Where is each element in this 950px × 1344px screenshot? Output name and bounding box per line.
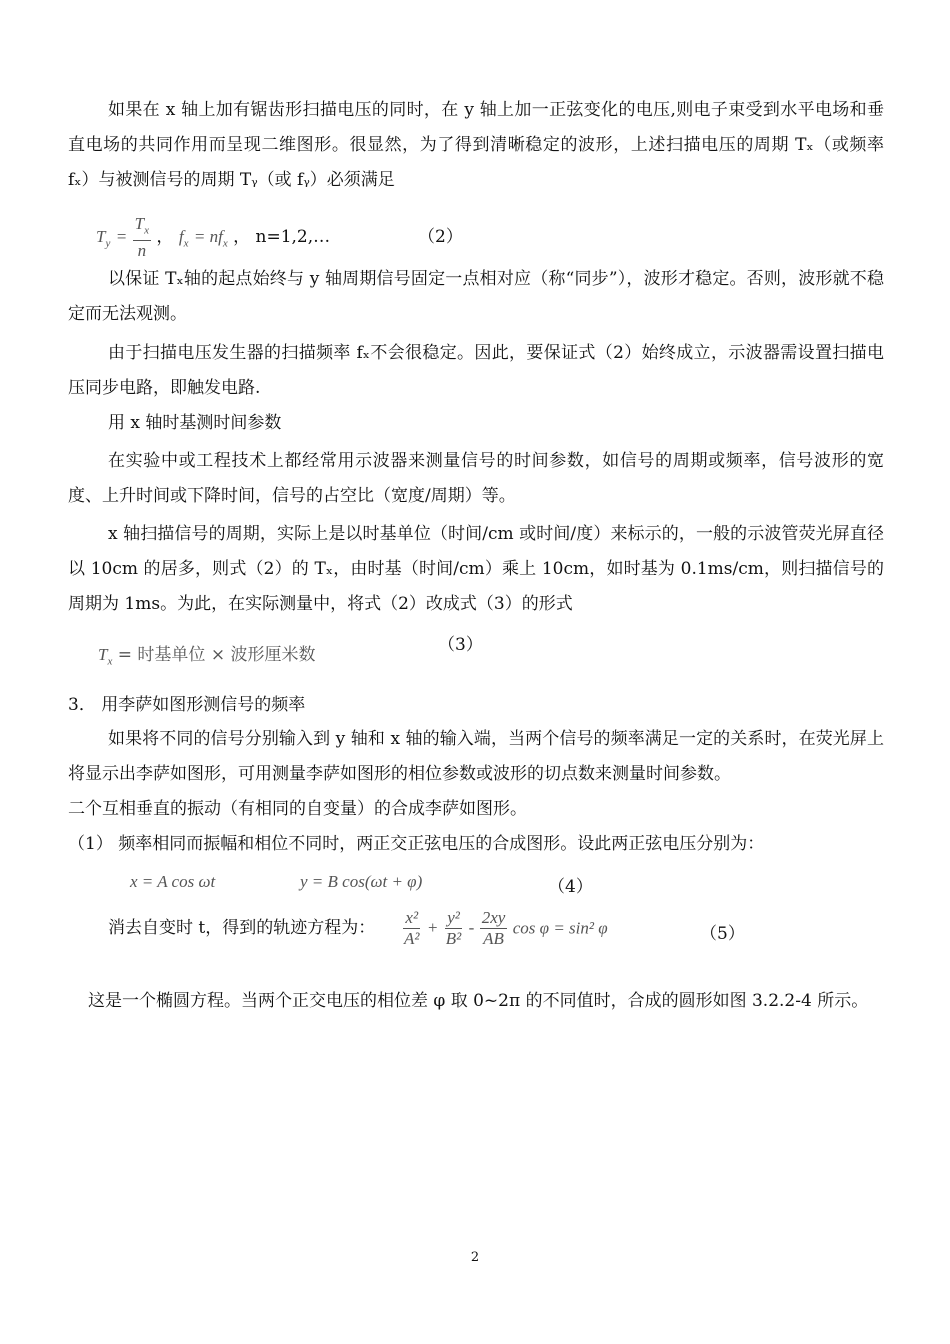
paragraph-case-1: （1） 频率相同而振幅和相位不同时，两正交正弦电压的合成图形。设此两正弦电压分别为： bbox=[68, 834, 765, 854]
eq5-plus: + bbox=[426, 918, 439, 937]
page-number: 2 bbox=[470, 1250, 480, 1265]
equation-4-x: x = A cos ωt bbox=[130, 872, 216, 891]
equation-3-number: （3） bbox=[438, 635, 483, 655]
eq2-equals: = bbox=[115, 227, 128, 247]
eq2-lhs: $T_y$ bbox=[96, 227, 111, 250]
paragraph-lissajous: 如果将不同的信号分别输入到 y 轴和 x 轴的输入端，当两个信号的频率满足一定的关系时，在荧光屏上将显示出李萨如图形，可用测量李萨如图形的相位参数或波形的切点数来测量时间参数。 bbox=[68, 729, 884, 784]
equation-2 bbox=[96, 214, 330, 262]
eq5-term-1: $\frac{\text{x²}}{\text{A²}}$ bbox=[404, 908, 420, 948]
equation-4-y: y = B cos(ωt + φ) bbox=[300, 872, 423, 891]
eq5-term-2: $\frac{\text{y²}}{\text{B²}}$ bbox=[445, 908, 462, 948]
heading-time-parameter: 用 x 轴时基测时间参数 bbox=[108, 413, 282, 433]
equation-5-number: （5） bbox=[700, 924, 745, 944]
eq5-minus: - bbox=[468, 918, 475, 937]
paragraph-sawtooth-scan: 如果在 x 轴上加有锯齿形扫描电压的同时，在 y 轴上加一正弦变化的电压,则电子束受到水平电场和垂直电场的共同作用而呈现二维图形。很显然，为了得到清晰稳定的波形，上述扫描电压的周期 Tₓ（或频率 fₓ）与被测信号的周期 Tᵧ（或 fᵧ）必须满足 bbox=[68, 100, 884, 190]
eq5-term-3: $\frac{2xy}{AB}$ bbox=[481, 908, 506, 948]
equation-2-number: （2） bbox=[418, 227, 463, 247]
eq2-f-rhs: = $nf_x$ bbox=[193, 227, 228, 250]
eq2-f-lhs: $f_x$ bbox=[178, 227, 189, 250]
eq3-lhs: $T_x$ bbox=[98, 645, 113, 668]
eq5-tail: cos φ = sin² φ bbox=[512, 918, 608, 938]
eq2-separator: ， bbox=[156, 227, 174, 248]
paragraph-timebase: x 轴扫描信号的周期，实际上是以时基单位（时间/cm 或时间/度）来标示的，一般的示波管荧光屏直径以 10cm 的居多，则式（2）的 Tₓ，由时基（时间/cm）乘上 10cm，如时基为 0.1ms/cm，则扫描信号的周期为 1ms。为此，在实际测量中，将式（2）改成式（3）的形式 bbox=[68, 524, 884, 614]
paragraph-sync: 以保证 Tₓ轴的起点始终与 y 轴周期信号固定一点相对应（称“同步”），波形才稳定。否则，波形就不稳定而无法观测。 bbox=[68, 269, 884, 324]
eq2-fraction: $\frac{T_x}{n}$ bbox=[134, 214, 150, 261]
paragraph-time-measurement: 在实验中或工程技术上都经常用示波器来测量信号的时间参数，如信号的周期或频率，信号波形的宽度、上升时间或下降时间，信号的占空比（宽度/周期）等。 bbox=[68, 451, 884, 506]
equation-4-number: （4） bbox=[548, 877, 593, 897]
paragraph-perpendicular: 二个互相垂直的振动（有相同的自变量）的合成李萨如图形。 bbox=[68, 799, 527, 819]
eq3-rhs: = 时基单位 × 波形厘米数 bbox=[117, 645, 316, 665]
eq2-tail: ， n=1,2,… bbox=[233, 227, 331, 248]
paragraph-ellipse: 这是一个椭圆方程。当两个正交电压的相位差 φ 取 0~2π 的不同值时，合成的圆形如图 3.2.2-4 所示。 bbox=[88, 991, 869, 1011]
heading-lissajous: 3． 用李萨如图形测信号的频率 bbox=[68, 695, 306, 715]
equation-3 bbox=[98, 637, 315, 679]
paragraph-trigger: 由于扫描电压发生器的扫描频率 fₓ不会很稳定。因此，要保证式（2）始终成立，示波器需设置扫描电压同步电路，即触发电路. bbox=[68, 343, 884, 398]
paragraph-trajectory: 消去自变时 t，得到的轨迹方程为： bbox=[108, 918, 376, 938]
equation-5 bbox=[402, 908, 608, 949]
